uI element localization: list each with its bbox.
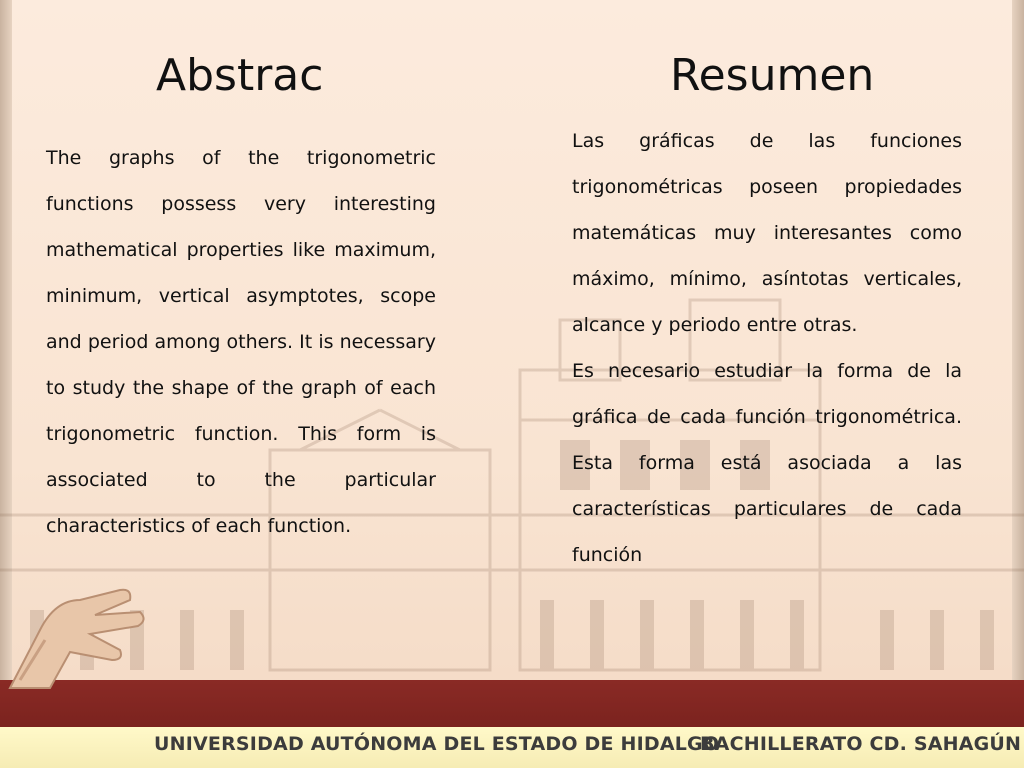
resumen-title: Resumen (670, 50, 875, 101)
resumen-body (572, 118, 962, 578)
footer-school-name: BACHILLERATO CD. SAHAGÚN (700, 733, 1022, 755)
abstract-title: Abstrac (156, 50, 324, 101)
footer-university-name: UNIVERSIDAD AUTÓNOMA DEL ESTADO DE HIDALGO (154, 733, 720, 755)
resumen-paragraph: Es necesario estudiar la forma de la gráfica de cada función trigonométrica. Esta forma está asociada a las características particulares de cada función (572, 360, 962, 566)
hand-logo-icon (0, 560, 150, 690)
abstract-body: The graphs of the trigonometric functions possess very interesting mathematical properties like maximum, minimum, vertical asymptotes, scope and period among others. It is necessary to study the shape of the graph of each trigonometric function. This form is associated to the particular characteristics of each function. (46, 147, 436, 537)
resumen-paragraph: Las gráficas de las funciones trigonométricas poseen propiedades matemáticas muy interesantes como máximo, mínimo, asíntotas verticales, alcance y periodo entre otras. (572, 130, 962, 336)
